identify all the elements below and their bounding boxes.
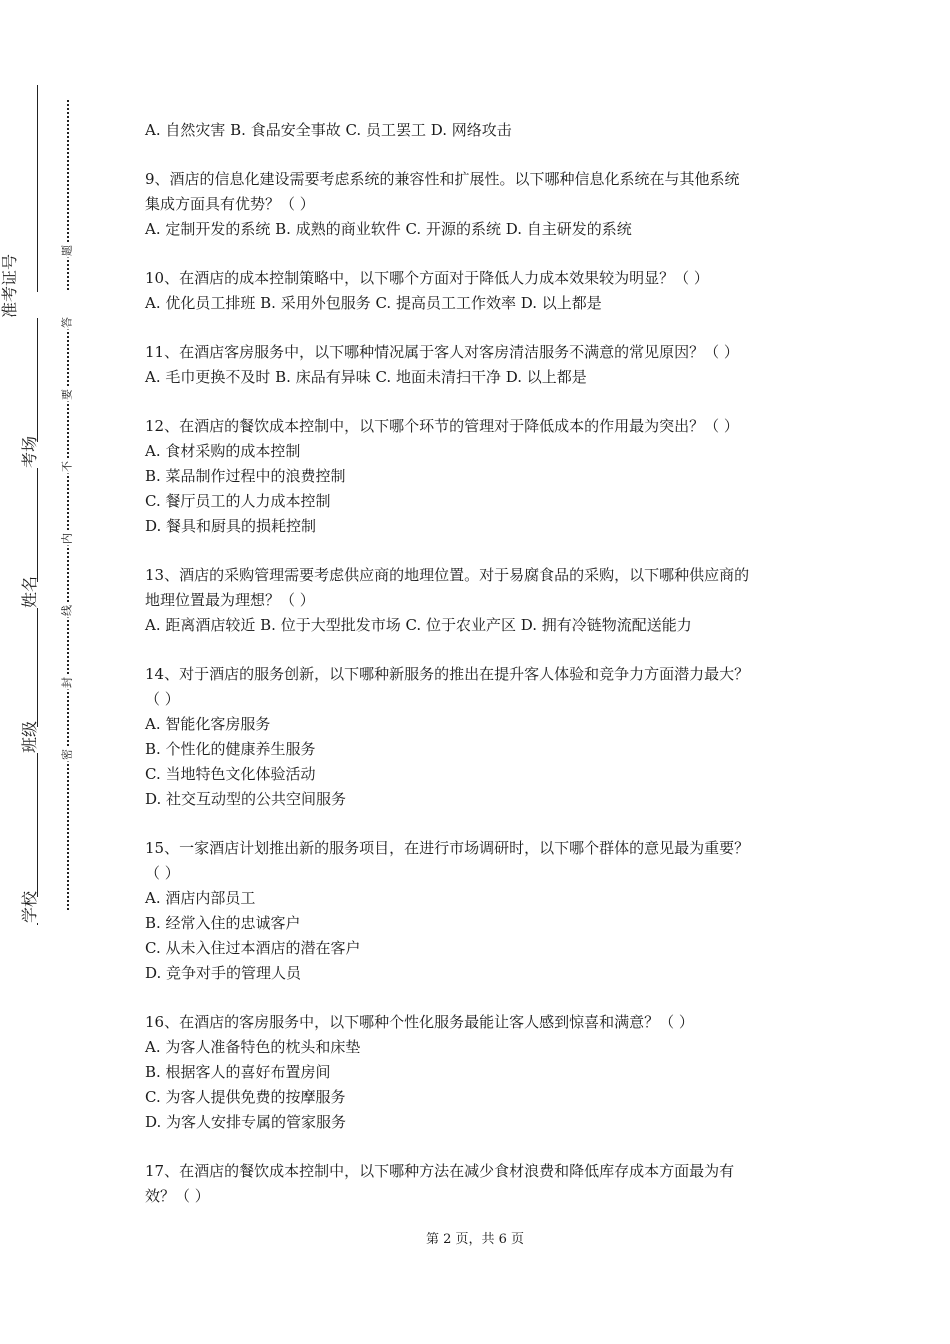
page-number: 第 2 页，共 6 页 xyxy=(425,1232,525,1247)
question-block xyxy=(145,1010,815,1135)
option-line: A. 距离酒店较近 B. 位于大型批发市场 C. 位于农业产区 D. 拥有冷链物流配送能力 xyxy=(145,616,692,634)
option-line: A. 酒店内部员工 xyxy=(145,889,256,907)
binding-margin xyxy=(0,0,110,1344)
seal-char: 封 xyxy=(60,677,74,688)
option-line: B. 根据客人的喜好布置房间 xyxy=(145,1063,331,1081)
seal-char: 答 xyxy=(60,317,74,328)
class-label: 班级 xyxy=(17,727,57,753)
option-line: B. 经常入住的忠诚客户 xyxy=(145,914,301,932)
name-label: 姓名 xyxy=(17,582,57,608)
question-block xyxy=(145,167,815,242)
question-block xyxy=(145,836,815,986)
option-line: C. 当地特色文化体验活动 xyxy=(145,765,316,783)
question-stem: 集成方面具有优势？（ ） xyxy=(145,195,315,213)
question-block xyxy=(145,1159,815,1209)
question-block xyxy=(145,266,815,316)
option-line: A. 定制开发的系统 B. 成熟的商业软件 C. 开源的系统 D. 自主研发的系统 xyxy=(145,220,632,238)
binding-solid-line xyxy=(37,85,38,925)
option-line: C. 为客人提供免费的按摩服务 xyxy=(145,1088,346,1106)
question-stem: 17、在酒店的餐饮成本控制中，以下哪种方法在减少食材浪费和降低库存成本方面最为有 xyxy=(145,1162,735,1180)
option-line: D. 为客人安排专属的管家服务 xyxy=(145,1113,347,1131)
question-block xyxy=(145,414,815,539)
seal-char: 线 xyxy=(60,605,74,616)
question-stem: 效？（ ） xyxy=(145,1187,210,1205)
question-list xyxy=(145,118,815,1209)
option-line: B. 个性化的健康养生服务 xyxy=(145,740,316,758)
seal-char: 内 xyxy=(60,533,74,544)
school-label: 学校 xyxy=(17,897,57,923)
question-stem: 15、一家酒店计划推出新的服务项目，在进行市场调研时，以下哪个群体的意见最为重要？ xyxy=(145,839,750,857)
question-stem: 10、在酒店的成本控制策略中，以下哪个方面对于降低人力成本效果较为明显？（ ） xyxy=(145,269,709,287)
option-line: A. 优化员工排班 B. 采用外包服务 C. 提高员工工作效率 D. 以上都是 xyxy=(145,294,602,312)
question-stem: 13、酒店的采购管理需要考虑供应商的地理位置。对于易腐食品的采购，以下哪种供应商的 xyxy=(145,566,750,584)
option-line: A. 自然灾害 B. 食品安全事故 C. 员工罢工 D. 网络攻击 xyxy=(145,121,512,139)
option-line: A. 为客人准备特色的枕头和床垫 xyxy=(145,1038,361,1056)
question-stem: 9、酒店的信息化建设需要考虑系统的兼容性和扩展性。以下哪种信息化系统在与其他系统 xyxy=(145,170,740,188)
question-stem: 地理位置最为理想？（ ） xyxy=(145,591,315,609)
question-stem: 16、在酒店的客房服务中，以下哪种个性化服务最能让客人感到惊喜和满意？（ ） xyxy=(145,1013,694,1031)
option-line: A. 智能化客房服务 xyxy=(145,715,271,733)
question-block xyxy=(145,563,815,638)
question-stem: 12、在酒店的餐饮成本控制中，以下哪个环节的管理对于降低成本的作用最为突出？（ ） xyxy=(145,417,739,435)
option-line: D. 竞争对手的管理人员 xyxy=(145,964,302,982)
seal-dotted-line xyxy=(67,100,69,910)
question-stem: （ ） xyxy=(145,690,180,708)
question-stem: （ ） xyxy=(145,864,180,882)
seal-char: 密 xyxy=(60,749,74,760)
option-line: A. 毛巾更换不及时 B. 床品有异味 C. 地面未清扫干净 D. 以上都是 xyxy=(145,368,587,386)
question-block xyxy=(145,340,815,390)
question-stem: 14、对于酒店的服务创新，以下哪种新服务的推出在提升客人体验和竞争力方面潜力最大？ xyxy=(145,665,750,683)
option-line: D. 餐具和厨具的损耗控制 xyxy=(145,517,317,535)
seal-char: 要 xyxy=(60,389,74,400)
option-line: C. 餐厅员工的人力成本控制 xyxy=(145,492,331,510)
option-line: D. 社交互动型的公共空间服务 xyxy=(145,790,347,808)
exam-room-label: 考场 xyxy=(17,442,57,468)
question-block xyxy=(145,662,815,812)
option-line: A. 食材采购的成本控制 xyxy=(145,442,301,460)
question-block xyxy=(145,118,815,143)
exam-number-label: 准考证号 xyxy=(0,292,77,318)
question-stem: 11、在酒店客房服务中，以下哪种情况属于客人对客房清洁服务不满意的常见原因？（ ） xyxy=(145,343,739,361)
option-line: C. 从未入住过本酒店的潜在客户 xyxy=(145,939,361,957)
seal-char: 不 xyxy=(60,461,74,472)
option-line: B. 菜品制作过程中的浪费控制 xyxy=(145,467,346,485)
seal-char: 题 xyxy=(60,245,74,256)
